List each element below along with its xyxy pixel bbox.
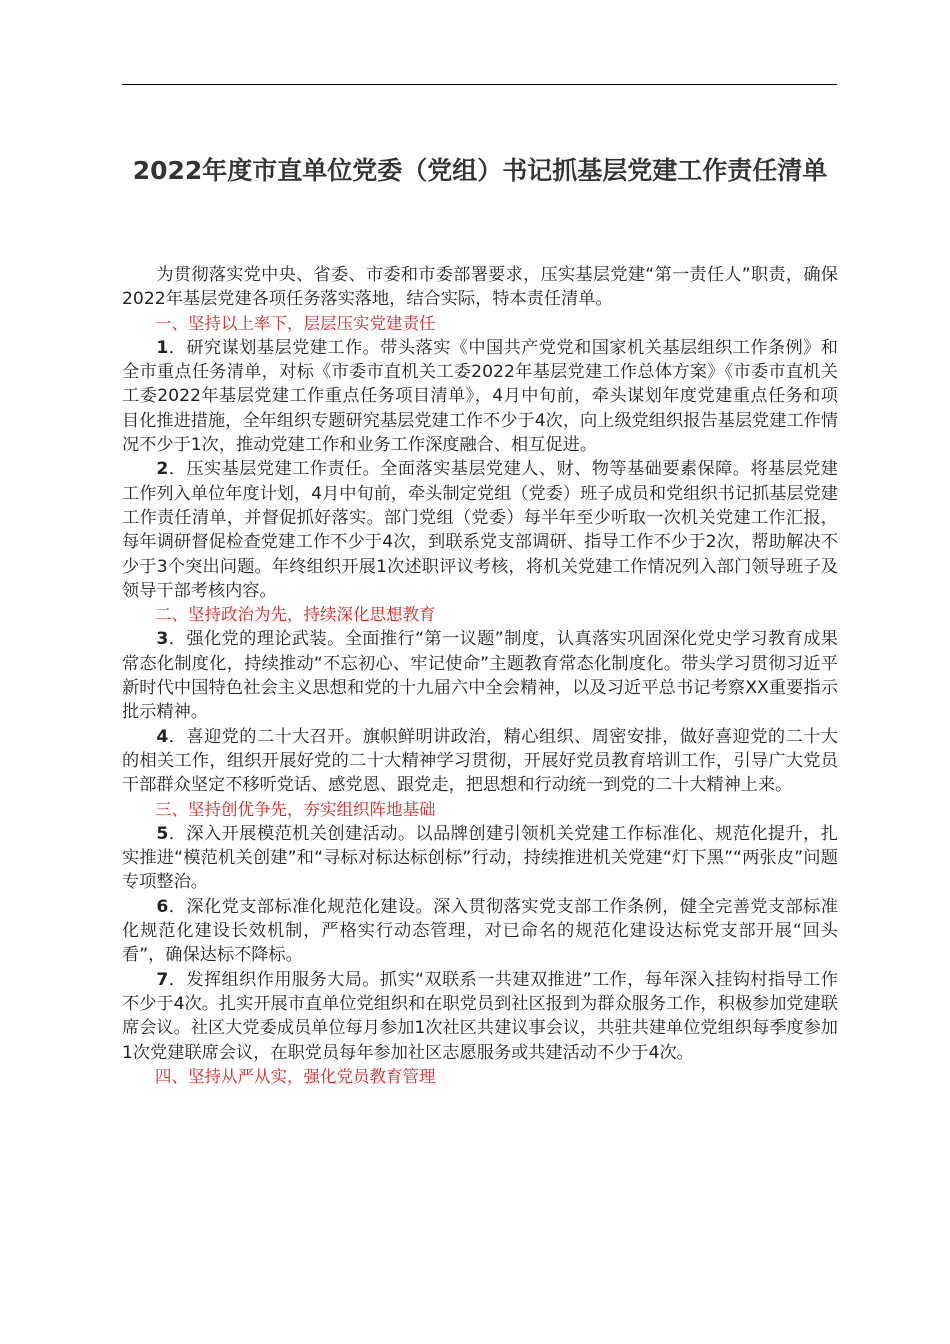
item-number: 7: [156, 969, 169, 990]
item-number: 2: [156, 459, 169, 480]
item-text: ．喜迎党的二十大召开。旗帜鲜明讲政治，精心组织、周密安排，做好喜迎党的二十大的相关工作，组织开展好党的二十大精神学习贯彻，开展好党员教育培训工作，引导广大党员干部群众坚定不移听党话、感党恩、跟党走，把思想和行动统一到党的二十大精神上来。: [122, 726, 838, 796]
item-text: ．强化党的理论武装。全面推行“第一议题”制度，认真落实巩固深化党史学习教育成果常态化制度化，持续推动“不忘初心、牢记使命”主题教育常态化制度化。带头学习贯彻习近平新时代中国特色社会主义思想和党的十九届六中全会精神，以及习近平总书记考察XX重要指示批示精神。: [122, 629, 838, 723]
item-number: 1: [156, 337, 169, 358]
item-text: ．研究谋划基层党建工作。带头落实《中国共产党党和国家机关基层组织工作条例》和全市重点任务清单，对标《市委市直机关工委2022年基层党建工作总体方案》《市委市直机关工委2022年基层党建工作重点任务项目清单》，4月中旬前，牵头谋划年度党建重点任务和项目化推进措施，全年组织专题研究基层党建工作不少于4次，向上级党组织报告基层党建工作情况不少于1次，推动党建工作和业务工作深度融合、相互促进。: [122, 337, 838, 456]
section-heading-1: 一、坚持以上率下，层层压实党建责任: [155, 313, 436, 333]
item-paragraph-1: [122, 336, 838, 457]
document-title: 2022年度市直单位党委（党组）书记抓基层党建工作责任清单: [132, 156, 828, 185]
item-text: ．深入开展模范机关创建活动。以品牌创建引领机关党建工作标准化、规范化提升，扎实推进“模范机关创建”和“寻标对标达标创标”行动，持续推进机关党建“灯下黑”“两张皮”问题专项整治。: [122, 823, 838, 893]
item-text: ．深化党支部标准化规范化建设。深入贯彻落实党支部工作条例，健全完善党支部标准化规范化建设长效机制，严格实行动态管理，对已命名的规范化建设达标党支部开展“回头看”，确保达标不降标。: [122, 896, 838, 966]
section-heading-4: 四、坚持从严从实，强化党员教育管理: [155, 1066, 436, 1086]
item-number: 3: [156, 629, 169, 650]
item-paragraph-4: [122, 725, 838, 798]
section-heading-3: 三、坚持创优争先，夯实组织阵地基础: [155, 799, 436, 819]
intro-paragraph: 为贯彻落实党中央、省委、市委和市委部署要求，压实基层党建“第一责任人”职责，确保2022年基层党建各项任务落实落地，结合实际，特本责任清单。: [122, 265, 838, 310]
item-paragraph-5: [122, 822, 838, 895]
item-text: ．压实基层党建工作责任。全面落实基层党建人、财、物等基础要素保障。将基层党建工作列入单位年度计划，4月中旬前，牵头制定党组（党委）班子成员和党组织书记抓基层党建工作责任清单，并督促抓好落实。部门党组（党委）每半年至少听取一次机关党建工作汇报，每年调研督促检查党建工作不少于4次，到联系党支部调研、指导工作不少于2次，帮助解决不少于3个突出问题。年终组织开展1次述职评议考核，将机关党建工作情况列入部门领导班子及领导干部考核内容。: [122, 459, 838, 601]
item-paragraph-3: [122, 627, 838, 724]
section-heading-2: 二、坚持政治为先，持续深化思想教育: [155, 605, 436, 625]
item-text: ．发挥组织作用服务大局。抓实“双联系一共建双推进”工作，每年深入挂钩村指导工作不少于4次。扎实开展市直单位党组织和在职党员到社区报到为群众服务工作，积极参加党建联席会议。社区大党委成员单位每月参加1次社区共建议事会议，共驻共建单位党组织每季度参加1次党建联席会议，在职党员每年参加社区志愿服务或共建活动不少于4次。: [122, 969, 838, 1063]
header-rule: [122, 84, 837, 85]
item-number: 6: [156, 896, 169, 917]
item-number: 5: [156, 823, 169, 844]
item-number: 4: [156, 726, 169, 747]
item-paragraph-2: [122, 457, 838, 603]
item-paragraph-6: [122, 895, 838, 968]
item-paragraph-7: [122, 968, 838, 1065]
document-body: [122, 263, 838, 1089]
